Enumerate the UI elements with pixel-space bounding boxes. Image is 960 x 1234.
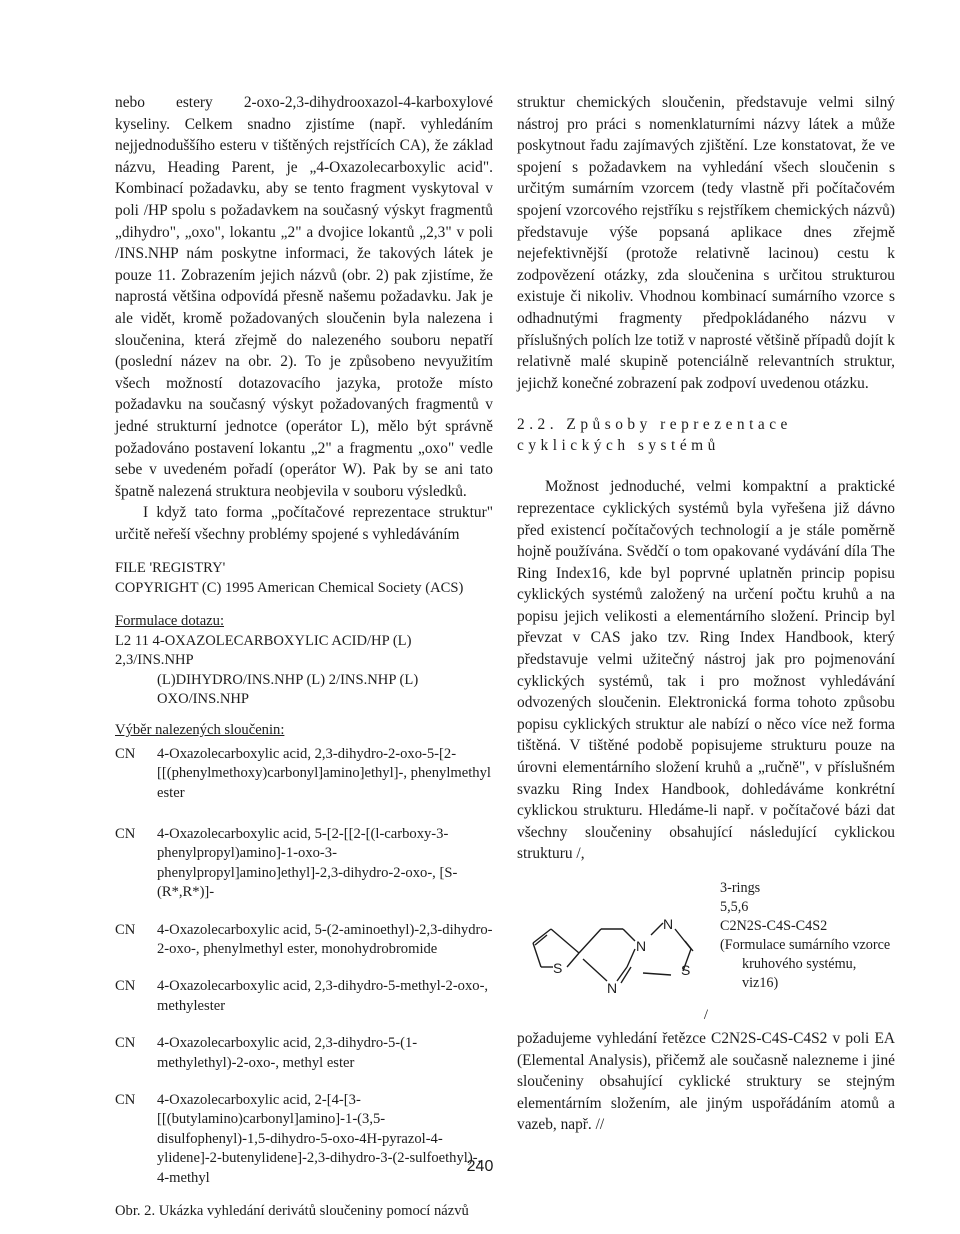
atom-label: S <box>681 962 691 978</box>
copyright-line: COPYRIGHT (C) 1995 American Chemical Society (ACS) <box>115 579 464 596</box>
result-entry <box>115 921 493 960</box>
query-line-2: (L)DIHYDRO/INS.NHP (L) 2/INS.NHP (L) OXO/INS.NHP <box>157 671 419 707</box>
compound-name: 4-Oxazolecarboxylic acid, 2-[4-[3-[[(butylamino)carbonyl]amino]-1-(3,5-disulfophenyl)-1,5-dihydro-5-oxo-4H-pyrazol-4-ylidene]-2-butenylidene]-2,3-dihydro-3-(2-sulfoethyl)-, 4-methyl <box>157 1092 482 1186</box>
query-heading: Formulace dotazu: <box>115 613 225 630</box>
ring-structure <box>517 871 895 1003</box>
rings-count: 3-rings <box>720 880 761 896</box>
atom-label: N <box>636 938 647 954</box>
left-column <box>115 92 493 1221</box>
result-entry <box>115 825 493 903</box>
file-line: FILE 'REGISTRY' <box>115 560 226 577</box>
result-entry <box>115 1034 493 1073</box>
figure-2 <box>115 559 493 1221</box>
left-paragraph-1: nebo estery 2-oxo-2,3-dihydrooxazol-4-karboxylové kyseliny. Celkem snadno zjistíme (např. vyhledáním nejjednoduššího esteru v tištěných rejstřících CA), že základ názvu, Heading Parent, je „4-Oxazolecarboxylic acid". Kombinací požadavku, aby se tento fragment vyskytoval v poli /HP spolu s požadavkem na současný výskyt fragmentů „dihydro", „oxo", lokantu „2" a dvojice lokantů „2,3" v poli /INS.NHP nám poskytne informaci, že takových látek je pouze 11. Zobrazením jejich názvů (obr. 2) pak zjistíme, že naprostá většina odpovídá přesně našemu požadavku. Jak je ale vidět, kromě požadovaných sloučenin byla nalezena i sloučenina, která zřejmě do nalezeného souboru nepatří (poslední název na obr. 2). To je způsobeno nevyužitím všech možností dotazovacího jazyka, protože místo požadavku na současný výskyt požadovaných fragmentů v jedné strukturní jednotce (operátor L), mělo být správně požadováno postavení lokantu „2" a fragmentu „oxo" vedle sebe v uvedeném pořadí (operátor W). Pak by se ani tato špatně nalezená struktura neobjevila v souboru výsledků. <box>115 94 493 500</box>
cn-label: CN <box>115 921 136 938</box>
atom-label: N <box>607 980 618 996</box>
ring-sizes: 5,5,6 <box>720 899 749 915</box>
right-paragraph-3: požadujeme vyhledání řetězce C2N2S-C4S-C4S2 v poli EA (Elemental Analysis), přičemž ale současně nalezneme i jiné sloučeniny obsahující cyklické struktury se stejným elementárním složením, ale jiným uspořádáním atomů a vazeb, např. // <box>517 1030 895 1134</box>
atom-label: N <box>663 916 674 932</box>
left-paragraph-2: I když tato forma „počítačové reprezentace struktur" určitě neřeší všechny problémy spojené s vyhledáváním <box>115 504 493 543</box>
result-entry <box>115 977 493 1016</box>
compound-name: 4-Oxazolecarboxylic acid, 2,3-dihydro-2-oxo-5-[2-[[(phenylmethoxy)carbonyl]amino]ethyl]-, phenylmethyl ester <box>157 745 491 801</box>
results-heading: Výběr nalezených sloučenin: <box>115 722 285 739</box>
right-column <box>517 92 895 1136</box>
compound-name: 4-Oxazolecarboxylic acid, 2,3-dihydro-5-methyl-2-oxo-, methylester <box>157 978 489 1014</box>
ring-note-2: kruhového systému, viz16) <box>742 956 857 991</box>
right-paragraph-1: struktur chemických sloučenin, představuje velmi silný nástroj pro práci s nomenklaturními názvy látek a může poskytnout řadu zajímavých zjištění. Lze konstatovat, že ve spojení s požadavkem na vyhledání všech sloučenin s určitým sumárním vzorcem (tedy vlastně při počítačovém spojení vzorcového rejstříku s rejstříkem chemických názvů) představuje výše popsaná aplikace dnes zřejmě nejefektivnější (protože relativně lacinou) cestu k zodpovězení otázky, zda sloučenina s určitou strukturou existuje či nikoliv. Vhodnou kombinací sumárního vzorce s odhadnutými fragmenty předpokládaného názvu v příslušných polích lze totiž v naprosté většině případů dojít k relativně malé skupině potenciálně relevantních struktur, jejichž konečné zobrazení pak zodpoví uvedenou otázku. <box>517 94 895 392</box>
ring-formula: C2N2S-C4S-C4S2 <box>720 918 828 934</box>
page-number: 240 <box>466 1158 494 1175</box>
atom-label: S <box>553 960 563 976</box>
cn-label: CN <box>115 825 136 842</box>
query-line-1: L2 11 4-OXAZOLECARBOXYLIC ACID/HP (L) 2,3/INS.NHP <box>115 632 412 669</box>
compound-name: 4-Oxazolecarboxylic acid, 2,3-dihydro-5-(1-methylethyl)-2-oxo-, methyl ester <box>157 1035 418 1071</box>
right-paragraph-2: Možnost jednoduché, velmi kompaktní a praktické reprezentace cyklických systémů byla vyřešena již dávno před existencí počítačových technologií a je stále poměrně hojně používána. Svědčí o tom opakované vydávání díla The Ring Index16, kde byl poprvné uplatněn princip popisu cyklických systémů založený na určení počtu kruhů a na popisu jejich velikosti a elementárního složení. Princip byl převzat v CAS jako tzv. Ring Index Handbook, který představuje velmi užitečný nástroj jak pro pojmenování cyklických systémů, tak i pro možnost vyhledávání odvozených sloučenin. Elektronická forma tohoto způsobu popisu cyklických struktur ale nabízí o něco více než forma tištěná. V tištěné podobě popisujeme strukturu pouze na úrovni elementárního složení kruhů a „ručně", v příslušném svazku Ring Index Handbook, dohledáváme konkrétní cyklickou strukturu. Hledáme-li např. v počítačové bázi dat všechny sloučeniny obsahující následující cyklickou strukturu /, <box>517 478 895 863</box>
ring-note-1: (Formulace sumárního vzorce <box>720 937 891 953</box>
compound-name: 4-Oxazolecarboxylic acid, 5-[2-[[2-[(l-carboxy-3-phenylpropyl)amino]-1-oxo-3-phenylpropyl]amino]ethyl]-2,3-dihydro-2-oxo-, [S-(R*,R*)]- <box>157 825 458 901</box>
result-entry <box>115 745 493 803</box>
cn-label: CN <box>115 1035 136 1052</box>
figure-caption: Obr. 2. Ukázka vyhledání derivátů sloučeniny pomocí názvů <box>115 1203 469 1220</box>
cn-label: CN <box>115 978 136 995</box>
cn-label: CN <box>115 745 136 762</box>
compound-name: 4-Oxazolecarboxylic acid, 5-(2-aminoethyl)-2,3-dihydro-2-oxo-, phenylmethyl ester, monohydrobromide <box>157 921 493 957</box>
cn-label: CN <box>115 1092 136 1108</box>
structure-separator: / <box>703 1007 709 1023</box>
ring-structure-drawing <box>523 871 713 1001</box>
ring-structure-labels <box>720 879 895 993</box>
section-heading: 2.2. Způsoby reprezentace cyklických systémů <box>517 416 792 455</box>
